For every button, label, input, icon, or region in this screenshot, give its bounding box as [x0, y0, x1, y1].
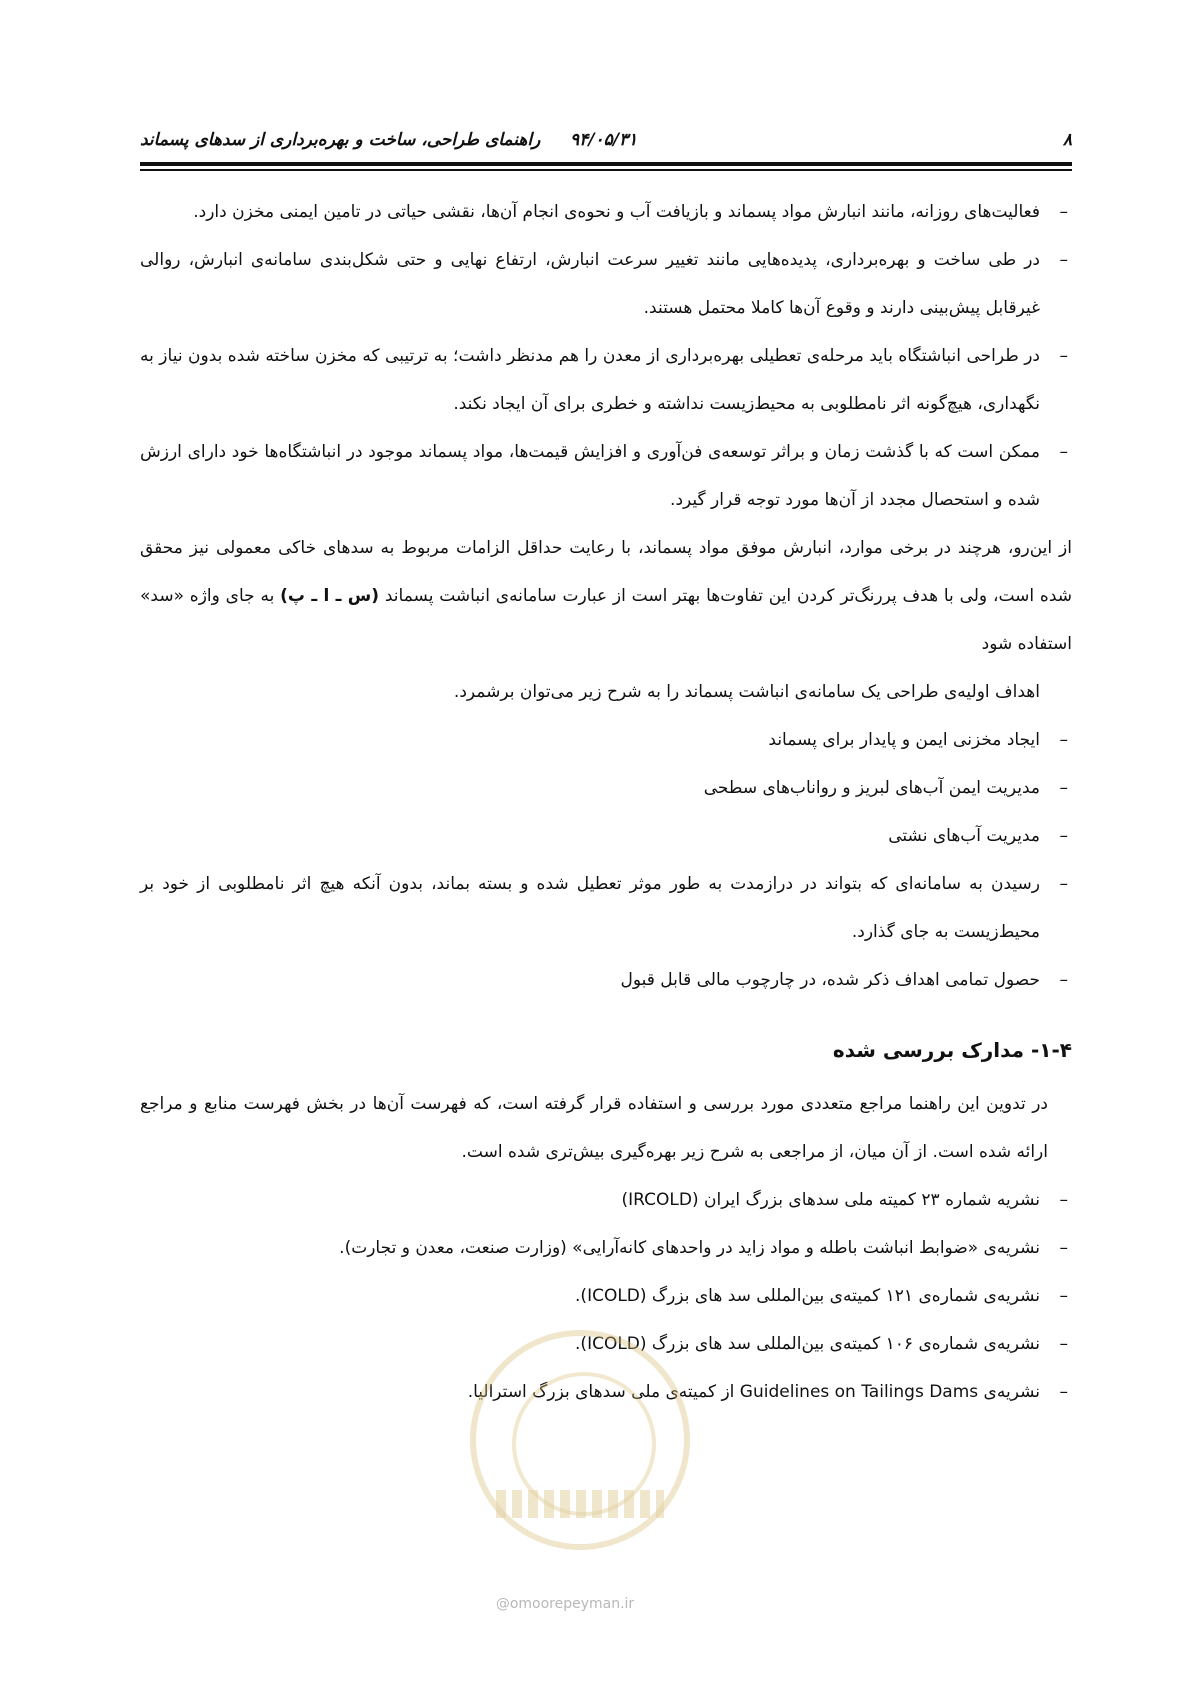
page-number: ۸ [1062, 130, 1072, 150]
paragraph [140, 524, 1072, 668]
abbreviation-bold: (س ـ ا ـ پ) [280, 586, 380, 606]
list-item: – نشریه‌ی «ضوابط انباشت باطله و مواد زاید در واحدهای کانه‌آرایی» (وزارت صنعت، معدن و تجارت). [140, 1224, 1072, 1272]
seal-watermark-icon [470, 1330, 690, 1550]
bullet-list-b [140, 716, 1072, 1004]
seal-gear-band [496, 1490, 664, 1518]
header-rule-thick [140, 162, 1072, 166]
list-item: – نشریه شماره ۲۳ کمیته ملی سدهای بزرگ ایران (IRCOLD) [140, 1176, 1072, 1224]
list-item: – حصول تمامی اهداف ذکر شده، در چارچوب مالی قابل قبول [140, 956, 1072, 1004]
list-item: – نشریه‌ی Guidelines on Tailings Dams از کمیته‌ی ملی سدهای بزرگ استرالیا. [140, 1368, 1072, 1416]
list-item: – مدیریت ایمن آب‌های لبریز و رواناب‌های سطحی [140, 764, 1072, 812]
list-item: – فعالیت‌های روزانه، مانند انبارش مواد پسماند و بازیافت آب و نحوه‌ی انجام آن‌ها، نقشی حیاتی در تامین ایمنی مخزن دارد. [140, 188, 1072, 236]
list-item: – در طی ساخت و بهره‌برداری، پدیده‌هایی مانند تغییر سرعت انبارش، ارتفاع نهایی و حتی شکل‌بندی سامانه‌ی انبارش، روالی غیرقابل پیش‌بینی دارند و وقوع آن‌ها کاملا محتمل هستند. [140, 236, 1072, 332]
list-item: – نشریه‌ی شماره‌ی ۱۰۶ کمیته‌ی بین‌المللی سد های بزرگ (ICOLD). [140, 1320, 1072, 1368]
paragraph-text: از این‌رو، هرچند در برخی موارد، انبارش موفق مواد پسماند، با رعایت حداقل الزامات مربوط به سدهای خاکی معمولی نیز محقق شده است، ولی با هدف پررنگ‌تر کردن این تفاوت‌ها بهتر است از عبارت سامانه‌ی انباشت پسماند [140, 538, 1073, 606]
list-item: – در طراحی انباشتگاه باید مرحله‌ی تعطیلی بهره‌برداری از معدن را هم مدنظر داشت؛ به ترتیبی که مخزن ساخته شده بدون نیاز به نگهداری، هیچ‌گونه اثر نامطلوبی به محیط‌زیست نداشته و خطری برای آن ایجاد نکند. [140, 332, 1072, 428]
page-header [140, 128, 1072, 158]
paragraph: در تدوین این راهنما مراجع متعددی مورد بررسی و استفاده قرار گرفته است، که فهرست آن‌ها در بخش فهرست منابع و مراجع ارائه شده است. از آن میان، از مراجعی به شرح زیر بهره‌گیری بیش‌تری شده است. [140, 1094, 1048, 1162]
paragraph: اهداف اولیه‌ی طراحی یک سامانه‌ی انباشت پسماند را به شرح زیر می‌توان برشمرد. [453, 682, 1040, 702]
list-item: – نشریه‌ی شماره‌ی ۱۲۱ کمیته‌ی بین‌المللی سد های بزرگ (ICOLD). [140, 1272, 1072, 1320]
header-title: راهنمای طراحی، ساخت و بهره‌برداری از سدهای پسماند [140, 130, 541, 150]
list-item: – مدیریت آب‌های نشتی [140, 812, 1072, 860]
paragraph-tail: به جای واژه «سد» استفاده شود [140, 586, 1072, 654]
site-watermark: @omoorepeyman.ir [495, 1596, 635, 1612]
list-item: – ممکن است که با گذشت زمان و براثر توسعه‌ی فن‌آوری و افزایش قیمت‌ها، مواد پسماند موجود در انباشتگاه‌ها خود دارای ارزش شده و استحصال مجدد از آن‌ها مورد توجه قرار گیرد. [140, 428, 1072, 524]
list-item: – ایجاد مخزنی ایمن و پایدار برای پسماند [140, 716, 1072, 764]
page-body [140, 188, 1072, 1416]
bullet-list-a [140, 188, 1072, 524]
header-date: ۹۴/۰۵/۳۱ [570, 130, 638, 150]
section-heading: ۱-۴- مدارک بررسی شده [832, 1038, 1072, 1062]
list-item: – رسیدن به سامانه‌ای که بتواند در درازمدت به طور موثر تعطیل شده و بسته بماند، بدون آنکه هیچ اثر نامطلوبی از خود بر محیط‌زیست به جای گذارد. [140, 860, 1072, 956]
header-rule-thin [140, 169, 1072, 171]
